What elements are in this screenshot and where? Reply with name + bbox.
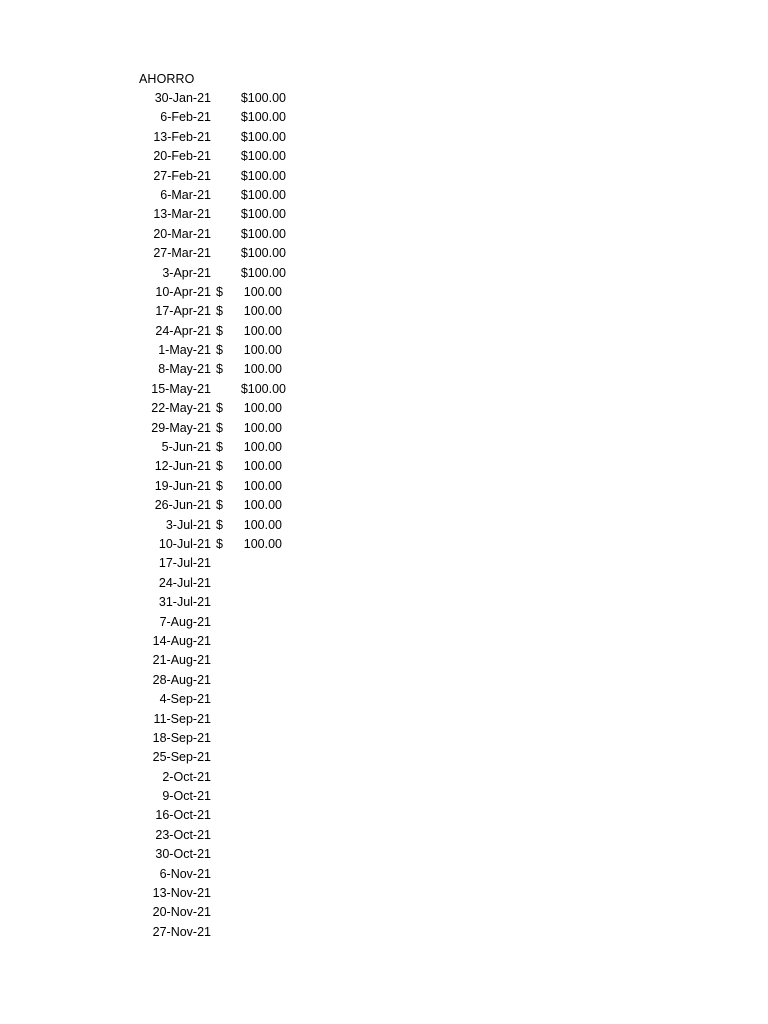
table-row	[0, 516, 768, 535]
date-cell: 24-Apr-21	[155, 323, 211, 338]
table-row	[0, 302, 768, 321]
date-cell: 11-Sep-21	[153, 711, 211, 726]
date-cell: 17-Apr-21	[155, 304, 211, 319]
table-row	[0, 806, 768, 825]
table-row	[0, 496, 768, 515]
table-row	[0, 322, 768, 341]
table-row	[0, 768, 768, 787]
date-cell: 15-May-21	[151, 381, 211, 396]
amount-value: 100.00	[243, 362, 282, 377]
amount-value: 100.00	[243, 478, 282, 493]
amount-value: 100.00	[243, 459, 282, 474]
amount-cell: $100.00	[240, 226, 286, 241]
currency-symbol: $	[216, 420, 223, 435]
date-cell: 10-Jul-21	[158, 536, 211, 551]
table-row	[0, 671, 768, 690]
table-row	[0, 690, 768, 709]
date-cell: 28-Aug-21	[152, 672, 211, 687]
amount-value: 100.00	[243, 536, 282, 551]
date-cell: 23-Oct-21	[155, 827, 211, 842]
date-cell: 3-Apr-21	[162, 265, 211, 280]
date-cell: 20-Nov-21	[152, 905, 211, 920]
amount-cell: $100.00	[240, 168, 286, 183]
table-row	[0, 903, 768, 922]
date-cell: 8-May-21	[158, 362, 211, 377]
date-cell: 20-Feb-21	[153, 149, 211, 164]
date-cell: 2-Oct-21	[162, 769, 211, 784]
table-row	[0, 826, 768, 845]
currency-symbol: $	[216, 401, 223, 416]
amount-cell: $100.00	[240, 381, 286, 396]
date-cell: 25-Sep-21	[152, 750, 211, 765]
amount-value: 100.00	[243, 420, 282, 435]
table-row	[0, 438, 768, 457]
amount-value: 100.00	[243, 284, 282, 299]
table-row	[0, 457, 768, 476]
table-row	[0, 360, 768, 379]
table-row	[0, 651, 768, 670]
currency-symbol: $	[216, 536, 223, 551]
date-cell: 26-Jun-21	[154, 498, 211, 513]
table-row	[0, 613, 768, 632]
table-row	[0, 923, 768, 942]
currency-symbol: $	[216, 478, 223, 493]
date-cell: 13-Nov-21	[152, 886, 211, 901]
date-cell: 7-Aug-21	[159, 614, 211, 629]
savings-rows	[0, 89, 768, 942]
date-cell: 16-Oct-21	[155, 808, 211, 823]
table-row	[0, 205, 768, 224]
table-row	[0, 419, 768, 438]
amount-cell: $100.00	[240, 207, 286, 222]
date-cell: 27-Feb-21	[153, 168, 211, 183]
currency-symbol: $	[216, 498, 223, 513]
table-row	[0, 399, 768, 418]
currency-symbol: $	[216, 343, 223, 358]
date-cell: 13-Mar-21	[153, 207, 211, 222]
table-row	[0, 845, 768, 864]
amount-cell: $100.00	[240, 91, 286, 105]
table-row	[0, 574, 768, 593]
date-cell: 12-Jun-21	[154, 459, 211, 474]
table-row	[0, 128, 768, 147]
table-row	[0, 477, 768, 496]
table-row	[0, 147, 768, 166]
date-cell: 18-Sep-21	[152, 730, 211, 745]
amount-value: 100.00	[243, 517, 282, 532]
table-row	[0, 108, 768, 127]
table-row	[0, 748, 768, 767]
amount-cell: $100.00	[240, 246, 286, 261]
amount-cell: $100.00	[240, 187, 286, 202]
amount-value: 100.00	[243, 401, 282, 416]
amount-cell: $100.00	[240, 129, 286, 144]
date-cell: 30-Jan-21	[154, 91, 211, 105]
date-cell: 19-Jun-21	[154, 478, 211, 493]
table-row	[0, 554, 768, 573]
date-cell: 27-Mar-21	[153, 246, 211, 261]
date-cell: 3-Jul-21	[165, 517, 211, 532]
table-row	[0, 186, 768, 205]
table-row	[0, 244, 768, 263]
amount-value: 100.00	[243, 343, 282, 358]
currency-symbol: $	[216, 284, 223, 299]
date-cell: 21-Aug-21	[152, 653, 211, 668]
currency-symbol: $	[216, 517, 223, 532]
table-row	[0, 283, 768, 302]
amount-value: 100.00	[243, 440, 282, 455]
date-cell: 24-Jul-21	[158, 575, 211, 590]
table-row	[0, 225, 768, 244]
date-cell: 10-Apr-21	[155, 284, 211, 299]
currency-symbol: $	[216, 459, 223, 474]
currency-symbol: $	[216, 362, 223, 377]
date-cell: 4-Sep-21	[159, 692, 211, 707]
date-cell: 14-Aug-21	[152, 633, 211, 648]
amount-cell: $100.00	[240, 149, 286, 164]
amount-value: 100.00	[243, 498, 282, 513]
date-cell: 20-Mar-21	[153, 226, 211, 241]
table-row	[0, 535, 768, 554]
sheet-title: AHORRO	[139, 72, 195, 86]
table-row	[0, 380, 768, 399]
date-cell: 6-Nov-21	[159, 866, 211, 881]
amount-value: 100.00	[243, 304, 282, 319]
table-row	[0, 632, 768, 651]
date-cell: 1-May-21	[158, 343, 211, 358]
table-row	[0, 167, 768, 186]
amount-cell: $100.00	[240, 265, 286, 280]
date-cell: 29-May-21	[151, 420, 211, 435]
date-cell: 13-Feb-21	[153, 129, 211, 144]
currency-symbol: $	[216, 304, 223, 319]
date-cell: 5-Jun-21	[161, 440, 211, 455]
date-cell: 17-Jul-21	[158, 556, 211, 571]
currency-symbol: $	[216, 440, 223, 455]
currency-symbol: $	[216, 323, 223, 338]
date-cell: 22-May-21	[151, 401, 211, 416]
table-row	[0, 341, 768, 360]
date-cell: 27-Nov-21	[152, 924, 211, 939]
date-cell: 6-Feb-21	[160, 110, 211, 125]
amount-cell: $100.00	[240, 110, 286, 125]
date-cell: 31-Jul-21	[158, 595, 211, 610]
date-cell: 9-Oct-21	[162, 789, 211, 804]
table-row	[0, 264, 768, 283]
table-row	[0, 787, 768, 806]
table-row	[0, 884, 768, 903]
date-cell: 6-Mar-21	[160, 187, 211, 202]
table-row	[0, 710, 768, 729]
table-row	[0, 865, 768, 884]
table-row	[0, 89, 768, 108]
table-row	[0, 593, 768, 612]
amount-value: 100.00	[243, 323, 282, 338]
table-row	[0, 729, 768, 748]
date-cell: 30-Oct-21	[155, 847, 211, 862]
